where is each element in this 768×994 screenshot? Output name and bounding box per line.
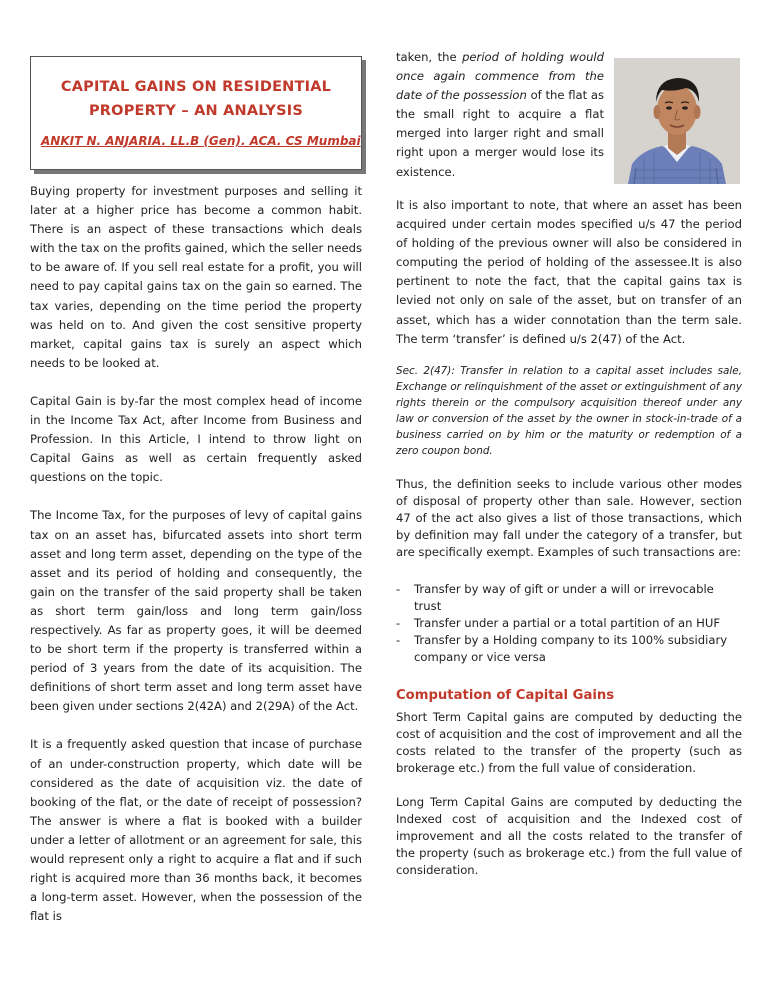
- right-paragraph-3: Short Term Capital gains are computed by deducting the cost of acquisition and the cost of improvement and all the costs related to the transfer of the property (such as brokerage etc.) from the full value of consideration.: [396, 709, 742, 775]
- right-paragraph-4: Long Term Capital Gains are computed by deducting the Indexed cost of acquisition and the Indexed cost of improvement and all the costs related to the transfer of the property (such as brokerage etc.) from the full value of consideration.: [396, 794, 742, 877]
- article-title-line-1: CAPITAL GAINS ON RESIDENTIAL: [60, 79, 332, 95]
- right-paragraph-0-c: of the flat as the small right to acquire a flat merged into larger right and small right upon a merger would lose its existence.: [396, 88, 604, 179]
- section-heading-computation: Computation of Capital Gains: [396, 687, 615, 703]
- left-column: [30, 56, 362, 926]
- left-paragraph-4: It is a frequently asked question that incase of purchase of an under-construction property, which date will be considered as the date of acquisition viz. the date of booking of the flat, or the date of receipt of possession? The answer is where a flat is booked with a builder under a letter of allotment or an agreement for sale, this would represent only a right to acquire a flat and if such right is acquired more than 36 months back, it becomes a long-term asset. However, when the possession of the flat is: [30, 737, 362, 924]
- section-2-47-quote: Sec. 2(47): Transfer in relation to a capital asset includes sale, Exchange or relinquishment of the asset or extinguishment of any rights therein or the compulsory acquisition thereof under any law or conversion of the asset by the owner in stock-in-trade of a business carried on by him or the maturity or redemption of a zero coupon bond.: [396, 364, 742, 457]
- author-byline: ANKIT N. ANJARIA. LL.B (Gen). ACA. CS Mumbai: [41, 134, 361, 148]
- author-photo: [614, 58, 740, 184]
- title-box: [30, 56, 362, 170]
- list-item: - Transfer by a Holding company to its 100% subsidiary company or vice versa: [396, 632, 728, 664]
- right-paragraph-0-emphasis: period of holding would once again commence from the date of the possession: [396, 50, 604, 103]
- exempt-transactions-list: [396, 581, 742, 666]
- right-paragraph-0: [396, 48, 604, 182]
- list-item: - Transfer under a partial or a total partition of an HUF: [396, 615, 721, 630]
- list-item: - Transfer by way of gift or under a will or irrevocable trust: [396, 581, 714, 613]
- article-title-line-2: PROPERTY – AN ANALYSIS: [88, 103, 304, 119]
- author-portrait-icon: [614, 58, 740, 184]
- left-paragraph-2: Capital Gain is by-far the most complex head of income in the Income Tax Act, after Income from Business and Profession. In this Article, I intend to throw light on Capital Gains as well as certain frequently asked questions on the topic.: [30, 393, 362, 485]
- right-paragraph-2: Thus, the definition seeks to include various other modes of disposal of property other than sale. However, section 47 of the act also gives a list of those transactions, which by definition may fall under the category of a transfer, but are specifically exempt. Examples of such transactions are:: [396, 476, 742, 559]
- right-paragraph-0-a: taken, the: [396, 50, 463, 64]
- right-continuation: [396, 48, 604, 182]
- left-paragraph-1: Buying property for investment purposes and selling it later at a higher price has become a common habit. There is an aspect of these transactions which deals with the tax on the profits gained, which the seller needs to be aware of. If you sell real estate for a profit, you will need to pay capital gains tax on the gain so earned. The tax varies, depending on the time period the property was held on to. And given the cost sensitive property market, capital gains tax is surely an aspect which needs to be looked at.: [30, 184, 362, 370]
- right-paragraph-1: It is also important to note, that where an asset has been acquired under certain modes specified u/s 47 the period of holding of the previous owner will also be considered in computing the period of holding of the assessee.It is also pertinent to note the fact, that the capital gains tax is levied not only on sale of the asset, but on transfer of an asset, which has a wider connotation than the term sale. The term ‘transfer’ is defined u/s 2(47) of the Act.: [396, 198, 742, 346]
- right-column: [396, 196, 742, 879]
- left-paragraph-3: The Income Tax, for the purposes of levy of capital gains tax on an asset has, bifurcated assets into short term asset and long term asset, depending on the type of the asset and its period of holding and consequently, the gain on the transfer of the said property shall be taken as short term gain/loss and long term gain/loss respectively. As far as property goes, it will be deemed to be short term if the property is transferred within a period of 3 years from the date of its acquisition. The definitions of short term asset and long term asset have been given under sections 2(42A) and 2(29A) of the Act.: [30, 508, 362, 714]
